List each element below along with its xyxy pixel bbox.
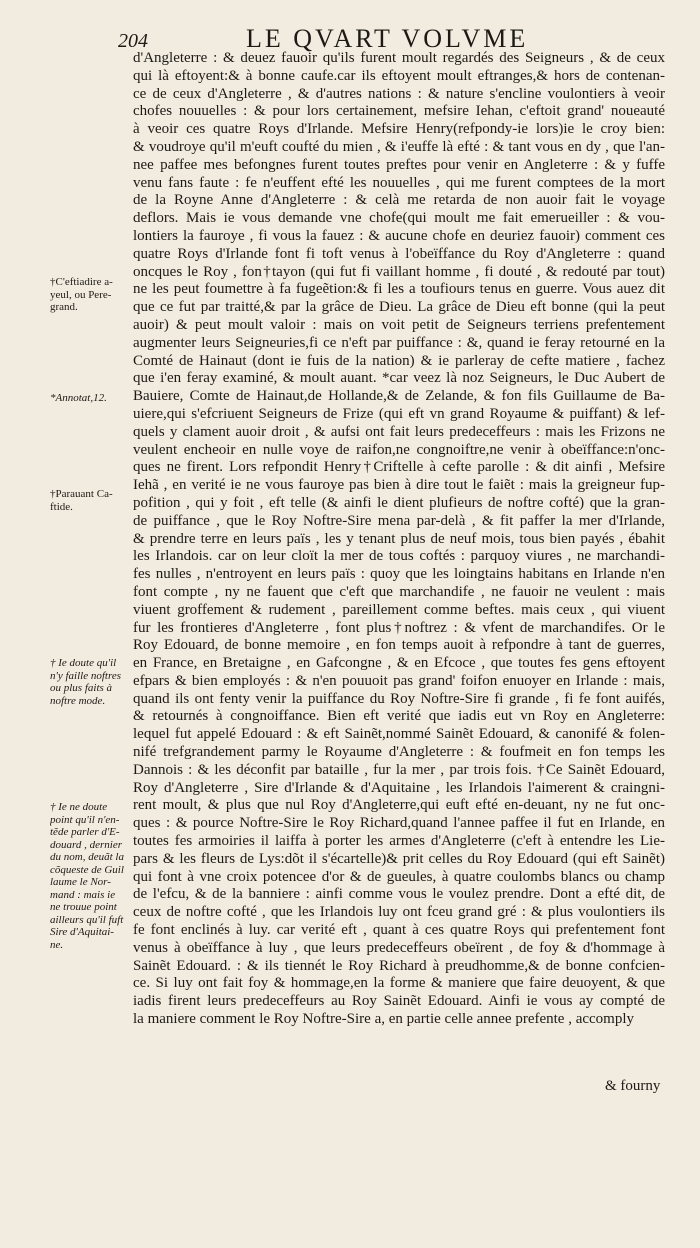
catchword: & fourny bbox=[605, 1078, 661, 1094]
text-line: Roy d'Angleterre , Sire d'Irlande & d'Aquitaine , les Irlandois l'aimerent & craingni- bbox=[133, 779, 665, 796]
text-line: ce de ceux d'Angleterre , & d'autres nations : & nature s'encline voulontiers à veoir bbox=[133, 85, 665, 102]
text-line: lontiers la fauroye , fi vous la fauez : & aucune chofe en deuriez fauoir) comment ces bbox=[133, 227, 665, 244]
margin-note-line: yeul, ou Pere- bbox=[50, 288, 112, 301]
text-line: & prendre terre en leurs païs , les y tenant plus de neuf mois, tous bien payés , ébahit bbox=[133, 530, 665, 547]
text-line: Dannois : & les déconfit par bataille , fur la mer , par trois fois. †Ce Sainẽt Edouard, bbox=[133, 761, 665, 778]
text-line: viuent groffement & rudement , pareillement comme beftes. mais ceux , qui viuent bbox=[133, 601, 665, 618]
text-line: deflors. Mais ie vous demande vne chofe(qui moult me fait emerueiller : & vou- bbox=[133, 210, 665, 227]
margin-note-line: tẽde parler d'E- bbox=[50, 826, 120, 838]
text-line: rent moult, & plus que nul Roy d'Angleterre,qui euft efté en-deuant, ny ne fut onc- bbox=[133, 797, 665, 814]
text-line: venu fans faute : fe n'euffent efté les nouuelles , qui me furent comptees de la mort bbox=[133, 174, 665, 191]
margin-note-line: point qu'il n'en- bbox=[50, 813, 120, 826]
text-line: de puiffance , que le Roy Noftre-Sire mena par-delà , & fit paffer la mer d'Irlande, bbox=[133, 512, 665, 529]
text-line: fe font enclinés à luy. car verité eft , quant à ces quatre Roys qui prefentement font bbox=[133, 922, 665, 939]
text-line: ceux de noftre cofté , que les Irlandois luy ont fceu grand gré : & plus voulontiers ils bbox=[133, 904, 665, 921]
text-line: lequel fut appelé Edouard : & eft Sainẽt,nommé Sainẽt Edouard, & canonifé & folen- bbox=[133, 726, 665, 743]
margin-note-line: †C'eftiadire a- bbox=[50, 276, 113, 288]
text-line: chofes nouuelles : & pour lors certainement, mefsire Iehan, c'eftoit grand' noueauté bbox=[133, 103, 665, 120]
margin-note-line: Sire d'Aquitai- bbox=[50, 926, 114, 938]
text-line: fur les frontieres d'Angleterre , font plus†noftrez : & vfent de marchandifes. Or le bbox=[133, 619, 665, 636]
margin-note bbox=[50, 276, 132, 314]
text-line: uiere,qui s'efcriuent Seigneurs de Frize (qui eft vn grand Royaume & puiffant) & lef- bbox=[133, 405, 665, 422]
text-line: qui font à vne croix potencee d'or & de gueules, à quatre coulombs blancs ou champ bbox=[133, 868, 665, 885]
page-number: 204 bbox=[118, 30, 148, 52]
text-line: augmenter leurs Seigneuries,fi ce n'eft par puiffance : &, quand ie feray retourné en la bbox=[133, 334, 665, 351]
text-line: toutes fes armoiries il laiffa à porter les armes d'Angleterre (c'eft à entendre les Lie- bbox=[133, 833, 665, 850]
text-line: fes nulles , n'entroyent en leurs païs : quoy que les loingtains habitans en Irlande n'en bbox=[133, 566, 665, 583]
running-title: LE QVART VOLVME bbox=[246, 24, 529, 53]
text-line: quels y clament auoir droit , & aufsi ont fait leurs predeceffeurs : mais les Frizons ne bbox=[133, 423, 665, 440]
margin-note-line: ftide. bbox=[50, 500, 73, 513]
text-line: de la Royne Anne d'Angleterre : & celà me retarda de non auoir fait le voyage bbox=[133, 192, 665, 209]
margin-note-line: ou plus faits à bbox=[50, 682, 113, 694]
text-line: d'Angleterre : & deuez fauoir qu'ils furent moult regardés des Seigneurs , & de ceux bbox=[133, 50, 665, 66]
text-line: pars & les fleurs de Lys:dõt il s'écartelle)& prit celles du Roy Edouard (qui eft Sainẽt) bbox=[133, 850, 665, 867]
text-line: quatre Roys d'Irlande font fi toft venus à l'obeïffance du Roy d'Angleterre : quand bbox=[133, 245, 665, 262]
text-line: font compte , ny ne fauent que c'eft que marchandife , ne fauoir ne veulent : mais bbox=[133, 583, 665, 600]
text-line: Sainẽt Edouard. : & ils tiennét le Roy Richard à preudhomme,& de bonne confcien- bbox=[133, 957, 665, 974]
text-line: Bauiere, Comte de Hainaut,de Hollande,& de Zelande, & fon fils Guillaume de Ba- bbox=[133, 388, 665, 405]
text-line: oncques le Roy , fon†tayon (qui fut fi vaillant homme , fi douté , & redouté par tout) bbox=[133, 263, 665, 280]
margin-note bbox=[50, 801, 132, 951]
text-line: en France, en Bretaigne , en Gafcongne , & en Efcoce , que toutes fes gens eftoyent bbox=[133, 655, 665, 672]
text-line: venus à obeïffance à luy , que leurs predeceffeurs obeïrent , de foy & d'hommage à bbox=[133, 939, 665, 956]
margin-note bbox=[50, 392, 132, 405]
text-line: & retournés à congnoiffance. Bien eft verité que iadis eut vn Roy en Angleterre: bbox=[133, 708, 665, 725]
margin-note-line: douard , dernier bbox=[50, 838, 123, 851]
text-line: nifé trefgrandement parmy le Royaume d'Angleterre : & foufmeit en fon temps les bbox=[133, 744, 665, 761]
text-line: ques : & pource Noftre-Sire le Roy Richard,quand l'annee paffee il fut en Irlande, en bbox=[133, 815, 665, 832]
text-line: de l'efcu, & de la banniere : ainfi comme vous le voulez prendre. Dont a efté dit, de bbox=[133, 886, 665, 903]
margin-note-line: grand. bbox=[50, 301, 78, 313]
margin-note-line: *Annotat,12. bbox=[50, 392, 107, 404]
text-line: la maniere comment le Roy Noftre-Sire a, en partie celle annee prefente , accomply bbox=[133, 1011, 635, 1028]
text-line: ques ne firent. Lors refpondit Henry†Criftelle à cefte parolle : & dit ainfi , Mefsire bbox=[133, 459, 665, 476]
margin-note bbox=[50, 488, 132, 513]
margin-note-line: laume le Nor- bbox=[50, 876, 111, 888]
margin-note-line: mand : mais ie bbox=[50, 888, 116, 901]
text-line: efpars & bien employés : & n'en pouuoit pas grand' foifon enuoyer en Irlande : mais, bbox=[133, 672, 665, 689]
margin-note-line: † Ie doute qu'il bbox=[50, 657, 117, 669]
margin-note-line: noftre mode. bbox=[50, 694, 106, 707]
text-line: auoir) & peut moult valoir : mais on voit petit de Seigneurs terriens prefentement bbox=[133, 316, 665, 333]
margin-note-line: ne. bbox=[50, 938, 64, 951]
text-line: à veoir ces quatre Roys d'Irlande. Mefsire Henry(refpondy-ie lors)ie le croy bien: bbox=[133, 121, 665, 138]
text-line: nee paffee mes befongnes furent toutes preftes pour venir en Angleterre : & y fuffe bbox=[133, 156, 665, 173]
text-line: veulent encheoir en nulle voye de raifon,ne congnoiftre,ne venir à obeïffance:n'onc- bbox=[133, 441, 665, 458]
text-line: qui là eftoyent:& à bonne caufe.car ils eftoyent moult eftranges,& hors de contenan- bbox=[133, 67, 665, 84]
text-line: Iehã , en verité ie ne vous fauroye pas bien à dire tout le faiẽt : mais la greigneur fup- bbox=[133, 477, 665, 494]
text-line: ce. Si luy ont fait foy & hommage,en la forme & maniere que faire deuoyent, & que bbox=[133, 975, 665, 992]
text-line: Roy Edouard, de bonne memoire , en fon temps auoit à refpondre à tant de guerres, bbox=[133, 637, 665, 654]
margin-note-line: †Parauant Ca- bbox=[50, 488, 113, 500]
text-line: que i'en feray examiné, & moult auant. *car veez là noz Seigneurs, le Duc Aubert de bbox=[133, 370, 665, 387]
text-line: ne les peut foumettre à fa fugeẽtion:& fi les a toufiours tenus en guerre. Vous auez dit bbox=[133, 281, 665, 298]
text-line: les Irlandois. car on leur cloït la mer de tous coftés : parquoy viures , ne marchandi- bbox=[133, 548, 665, 565]
text-line: & voudroye qu'il m'euft coufté du mien , & i'euffe là efté : & tant vous en dy , que l'an- bbox=[133, 138, 665, 155]
text-line: iadis firent leurs predeceffeurs au Roy Sainẽt Edouard. Ainfi ie vous ay compté de bbox=[133, 993, 665, 1010]
text-line: que ce fut par traitté,& par la grâce de Dieu. La grâce de Dieu eft bonne (qui la peut bbox=[133, 299, 665, 316]
margin-note-line: ne trouue point bbox=[50, 901, 117, 913]
margin-note-line: cõqueste de Guil bbox=[50, 863, 124, 876]
margin-note-line: du nom, deuãt la bbox=[50, 851, 124, 863]
text-line: pofition , qui y foit , eft telle (& ainfi le dient plufieurs de noftre cofté) que la gran- bbox=[133, 494, 665, 511]
margin-note-line: † Ie ne doute bbox=[50, 801, 108, 813]
text-line: quand ils ont fenty venir la puiffance du Roy Noftre-Sire fi grande , fi fe font auifés, bbox=[133, 690, 665, 707]
margin-note-line: ailleurs qu'il fuft bbox=[50, 913, 124, 926]
margin-note-line: n'y faille noftres bbox=[50, 669, 121, 682]
margin-note bbox=[50, 657, 132, 707]
text-line: Comté de Hainaut (dont ie fuis de la nation) & ie parleray de cefte matiere , fachez bbox=[133, 352, 665, 369]
body-text bbox=[133, 50, 665, 1029]
